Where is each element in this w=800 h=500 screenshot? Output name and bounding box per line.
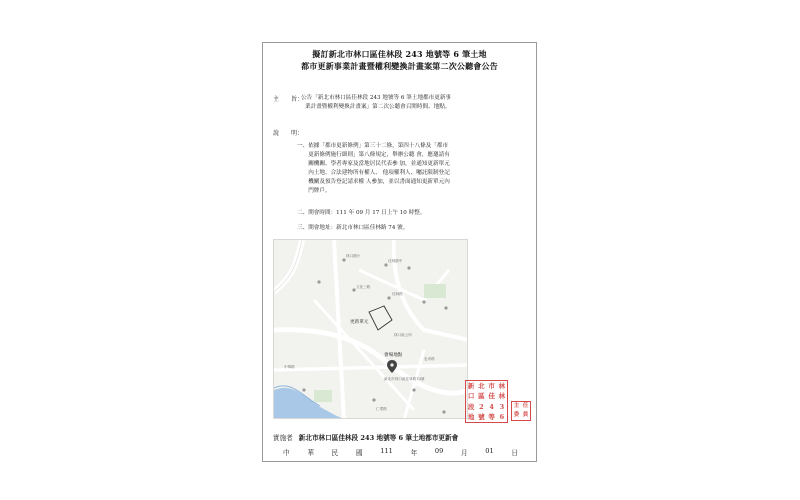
explanation-item1-line5: 機關及預告登記請求權 人參加，並以書面通知更新單元內 [297,179,450,185]
map-label-7: 忠孝路 [424,357,435,361]
map-label-3: 佳林路 [392,292,403,296]
implementer-name: 新北市林口區佳林段 243 地號等 6 筆土地都市更新會 [298,434,459,442]
explanation-label: 說 明： [273,130,304,137]
map-label-5: 中華路 [284,365,295,369]
explanation-item3: 三、開會地址：新北市林口區佳林路 74 號。 [297,225,409,231]
map-label-2: 文化三路 [356,285,371,289]
explanation-item1-line2: 更新條例施行細則」第八條規定，舉辦公聽 會，應邀請有 [297,152,450,158]
notice-document [262,42,537,462]
map-label-6: 仁愛路 [376,407,387,411]
association-seal: 新 北 市 林 口 區 佳 林 段 2 4 3 地 號 等 6 [465,380,508,423]
implementer-line [273,432,458,442]
document-date: 中 華 民 國 111 年 09 月 01 日 [283,447,518,457]
explanation-item2: 二、開會時間：111 年 09 月 17 日上午 10 時整。 [297,210,426,216]
map-unit-label: 更新單元 [350,320,369,325]
explanation-item1-line1: 一、依據「都市更新條例」第三十二條，第四十八條及「都市 [297,143,449,149]
map-label-1: 佳林國中 [388,259,403,263]
chairman-seal: 主 任 委 員 [511,401,531,421]
implementer-label: 實施者 [273,434,293,442]
location-map [273,239,468,419]
subject-label: 主 旨： [273,96,304,103]
map-label-4: 林口區公所 [394,333,412,337]
subject-line-1: 公告「新北市林口區佳林段 243 地號等 6 筆土地都市更新事 [301,95,452,101]
map-venue-label: 會場地點 [384,353,403,358]
subject-line-2: 業計畫暨權利變換計畫案」第二次公聽會召開時間、地點。 [305,104,451,110]
document-title-line2: 都市更新事業計畫暨權利變換計畫案第二次公聽會公告 [301,61,498,71]
explanation-item1-line6: 門牌戶。 [297,188,331,194]
explanation-item1-line3: 關機關、學者專家及當地居民代表參 加，並通知更新單元 [297,161,450,167]
document-title-line1: 擬訂新北市林口區佳林段 243 地號等 6 筆土地 [312,49,487,59]
explanation-item1-line4: 內土地、合法建物所有權人、 他項權利人、囑託限制登記 [297,170,450,176]
map-venue-sub: 新北市林口區佳林路74號 [384,377,425,381]
map-label-0: 林口國小 [346,254,361,258]
